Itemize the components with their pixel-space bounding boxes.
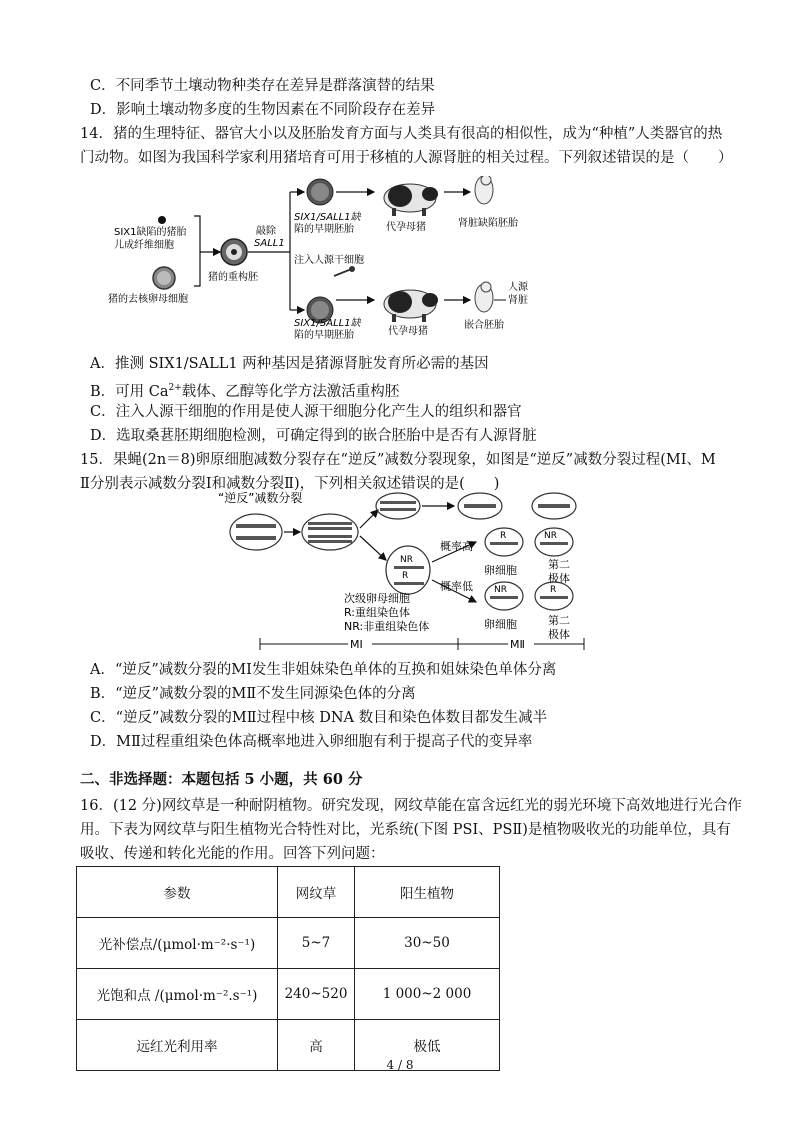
fig-polar2b: 极体 — [548, 628, 570, 641]
q14-option-a: A．推测 SIX1/SALL1 两种基因是猪源肾脏发育所必需的基因 — [90, 356, 489, 372]
fig-nr-2: NR — [544, 531, 557, 541]
table-row — [77, 969, 500, 1020]
table-header: 网纹草 — [278, 867, 355, 918]
table-cell: 极低 — [355, 1020, 500, 1071]
fig-low: 概率低 — [440, 580, 473, 593]
q14-stem-line1: 14．猪的生理特征、器官大小以及胚胎发育方面与人类具有很高的相似性，成为“种植”人类器官的热 — [80, 126, 723, 142]
fig-inject: 注入人源干细胞 — [294, 255, 364, 266]
table-cell: 240~520 — [278, 969, 355, 1020]
prev-option-c: C．不同季节土壤动物种类存在差异是群落演替的结果 — [90, 78, 435, 94]
fig-kidney-def: 肾脏缺陷胚胎 — [458, 218, 518, 229]
fig-early-top2: 陷的早期胚胎 — [294, 224, 354, 235]
fig-nr-1: NR — [400, 555, 413, 565]
q14-option-c: C．注入人源干细胞的作用是使人源干细胞分化产生人的组织和器官 — [90, 404, 522, 420]
fig-remove2: SALL1 — [254, 238, 285, 249]
table-header: 阳生植物 — [355, 867, 500, 918]
fig-early-bot2: 陷的早期胚胎 — [294, 330, 354, 340]
q15-option-a: A．“逆反”减数分裂的MⅠ发生非姐妹染色单体的互换和姐妹染色单体分离 — [90, 662, 557, 678]
fig-nr-def: NR:非重组染色体 — [344, 620, 430, 633]
fig-m1: MⅠ — [350, 638, 363, 651]
table-cell: 5~7 — [278, 918, 355, 969]
fig-high: 概率高 — [440, 540, 473, 553]
fig-secondary: 次级卵母细胞 — [344, 592, 410, 605]
fig-polar1a: 第二 — [548, 558, 570, 571]
fig-cell1b: 儿成纤维细胞 — [114, 240, 174, 251]
prev-option-d: D．影响土壤动物多度的生物因素在不同阶段存在差异 — [90, 102, 436, 118]
q16-line3: 吸收、传递和转化光能的作用。回答下列问题： — [80, 846, 385, 862]
fig-r-1: R — [402, 571, 409, 581]
fig-chimera: 嵌合胚胎 — [464, 320, 504, 331]
pig-icon-bottom — [384, 290, 438, 322]
q15-option-b: B．“逆反”减数分裂的MⅡ不发生同源染色体的分离 — [90, 686, 416, 702]
fig-egg1: 卵细胞 — [484, 564, 517, 577]
fig-remove: 敲除 — [256, 226, 276, 237]
q15-figure — [218, 490, 598, 652]
fig-early-top1: SIX1/SALL1缺 — [294, 212, 361, 223]
q14-stem-line2: 门动物。如图为我国科学家利用猪培育可用于移植的人源肾脏的相关过程。下列叙述错误的是（ ） — [80, 150, 733, 166]
table-row — [77, 867, 500, 918]
table-header: 参数 — [77, 867, 278, 918]
fig-title: “逆反”减数分裂 — [218, 491, 303, 505]
q16-line2: 用。下表为网纹草与阳生植物光合特性对比，光系统(下图 PSⅠ、PSⅡ)是植物吸收光的功能单位，具有 — [80, 822, 731, 838]
q15-option-c: C．“逆反”减数分裂的MⅡ过程中核 DNA 数目和染色体数目都发生减半 — [90, 710, 548, 726]
table-cell: 1 000~2 000 — [355, 969, 500, 1020]
fig-nr-3: NR — [494, 585, 507, 595]
section-heading: 二、非选择题：本题包括 5 小题，共 60 分 — [80, 771, 363, 788]
fig-r-2: R — [500, 531, 507, 541]
table-cell: 30~50 — [355, 918, 500, 969]
fig-sow-top: 代孕母猪 — [386, 222, 426, 233]
fig-egg2: 卵细胞 — [484, 618, 517, 631]
fig-human-kidney1: 人源 — [508, 282, 528, 293]
fig-cell1: SIX1缺陷的猪胎 — [114, 227, 187, 238]
fig-sow-bot: 代孕母猪 — [388, 326, 428, 337]
embryo-icon-top — [475, 176, 493, 204]
table-cell: 光饱和点 /(μmol·m⁻².s⁻¹) — [77, 969, 278, 1020]
q14-option-d: D．选取桑葚胚期细胞检测，可确定得到的嵌合胚胎中是否有人源肾脏 — [90, 428, 537, 444]
embryo-icon-bottom — [475, 282, 493, 312]
fig-r-def: R:重组染色体 — [344, 606, 411, 619]
fig-recon: 猪的重构胚 — [208, 272, 258, 283]
page-number: 4 / 8 — [386, 1058, 414, 1072]
q16-line1: 16．(12 分)网纹草是一种耐阴植物。研究发现，网纹草能在富含远红光的弱光环境下高效地进行光合作 — [80, 798, 742, 814]
table-cell: 高 — [278, 1020, 355, 1071]
table-cell: 远红光利用率 — [77, 1020, 278, 1071]
table-row — [77, 918, 500, 969]
fig-cell2: 猪的去核卵母细胞 — [108, 294, 188, 305]
q16-table — [76, 866, 500, 1071]
fig-human-kidney2: 肾脏 — [508, 295, 528, 306]
fig-polar1b: 极体 — [548, 572, 570, 585]
q14-figure — [108, 176, 548, 340]
fig-r-3: R — [550, 585, 557, 595]
table-cell: 光补偿点/(μmol·m⁻²·s⁻¹) — [77, 918, 278, 969]
fig-polar2a: 第二 — [548, 614, 570, 627]
q14-option-b: B．可用 $Ca^{2+}$载体、乙醇等化学方法激活重构胚 — [90, 383, 400, 400]
q15-stem-line1: 15．果蝇(2n＝8)卵原细胞减数分裂存在“逆反”减数分裂现象，如图是“逆反”减数分裂过程(MⅠ、M — [80, 452, 716, 468]
q15-stem-line2: Ⅱ分别表示减数分裂Ⅰ和减数分裂Ⅱ)，下列相关叙述错误的是( ) — [80, 476, 500, 492]
fig-m2: MⅡ — [510, 638, 525, 651]
q15-option-d: D．MⅡ过程重组染色体高概率地进入卵细胞有利于提高子代的变异率 — [90, 734, 533, 750]
pig-icon-top — [384, 184, 438, 216]
fig-early-bot1: SIX1/SALL1缺 — [294, 318, 361, 329]
